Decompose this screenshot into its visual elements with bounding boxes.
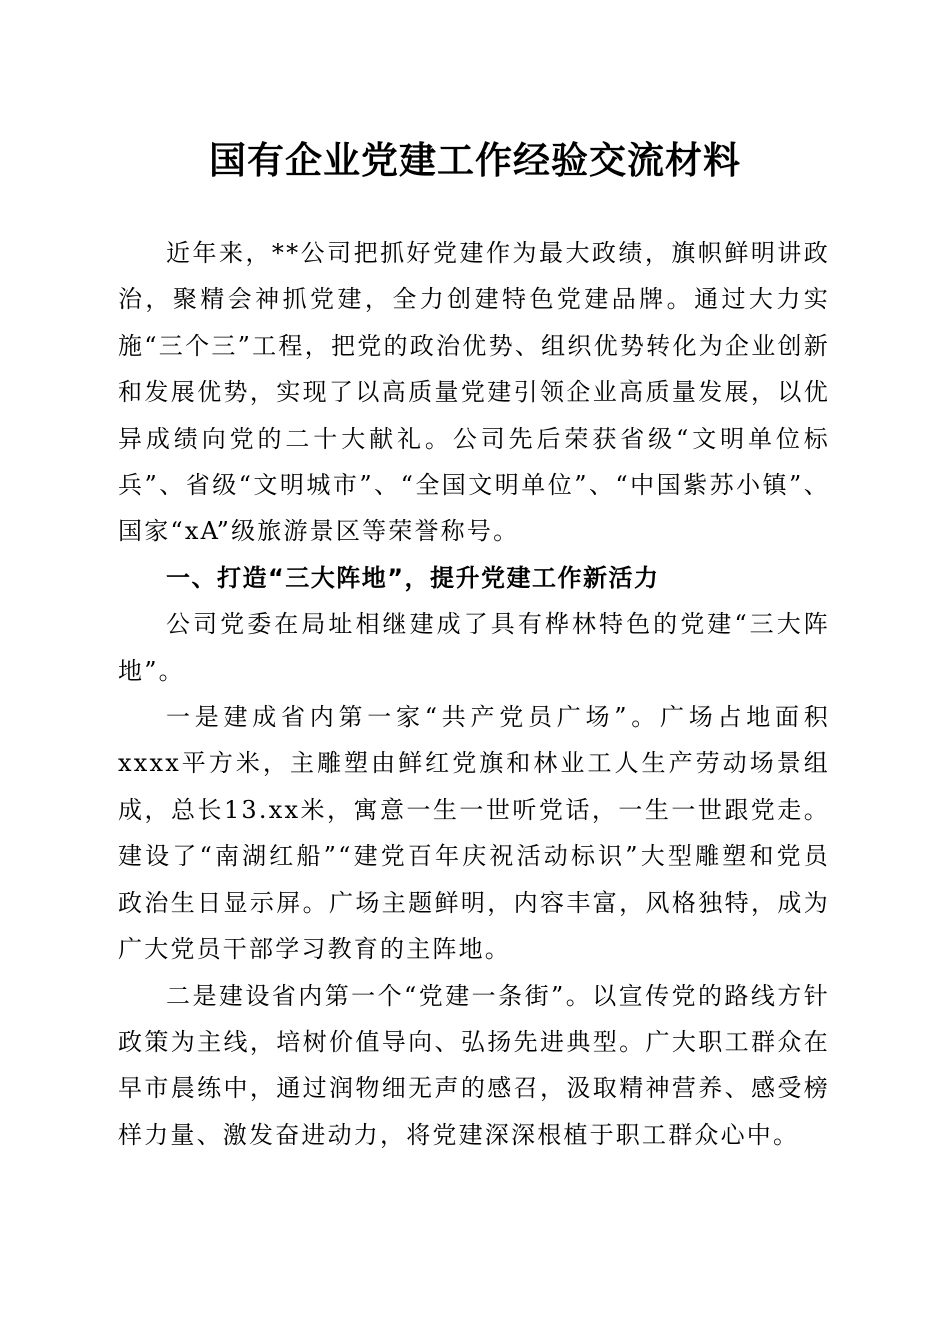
body-paragraph: 公司党委在局址相继建成了具有桦林特色的党建“三大阵地”。 — [118, 610, 830, 685]
intro-paragraph: 近年来，**公司把抓好党建作为最大政绩，旗帜鲜明讲政治，聚精会神抓党建，全力创建特色党建品牌。通过大力实施“三个三”工程，把党的政治优势、组织优势转化为企业创新和发展优势，实现了以高质量党建引领企业高质量发展，以优异成绩向党的二十大献礼。公司先后荣获省级“文明单位标兵”、省级“文明城市”、“全国文明单位”、“中国紫苏小镇”、国家“xA”级旅游景区等荣誉称号。 — [118, 239, 830, 546]
document-body — [118, 230, 830, 1158]
body-paragraph: 一是建成省内第一家“共产党员广场”。广场占地面积xxxx平方米，主雕塑由鲜红党旗和林业工人生产劳动场景组成，总长13.xx米，寓意一生一世听党话，一生一世跟党走。建设了“南湖红船”“建党百年庆祝活动标识”大型雕塑和党员政治生日显示屏。广场主题鲜明，内容丰富，风格独特，成为广大党员干部学习教育的主阵地。 — [118, 703, 830, 964]
body-paragraph: 二是建设省内第一个“党建一条街”。以宣传党的路线方针政策为主线，培树价值导向、弘扬先进典型。广大职工群众在早市晨练中，通过润物细无声的感召，汲取精神营养、感受榜样力量、激发奋进动力，将党建深深根植于职工群众心中。 — [118, 981, 830, 1149]
section-heading: 一、打造“三大阵地”，提升党建工作新活力 — [166, 563, 660, 592]
document-title: 国有企业党建工作经验交流材料 — [209, 138, 741, 182]
